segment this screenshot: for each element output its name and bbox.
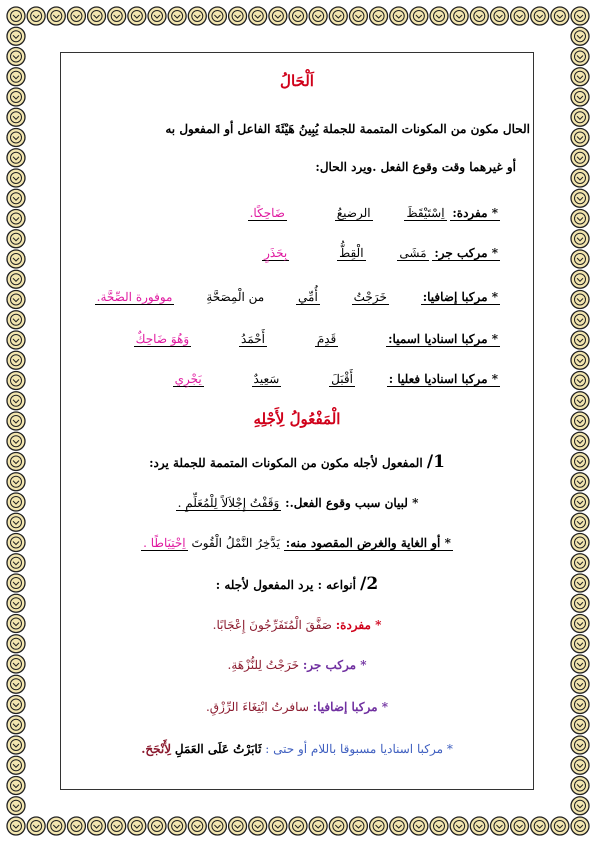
border-ring xyxy=(7,513,25,531)
mafoul-heading-2 xyxy=(64,574,530,594)
border-ring xyxy=(7,696,25,714)
border-ring xyxy=(571,797,589,815)
border-ring xyxy=(571,716,589,734)
border-ring xyxy=(229,7,247,25)
border-ring xyxy=(7,797,25,815)
border-ring xyxy=(7,412,25,430)
mafoul-type-prep xyxy=(64,658,530,672)
border-ring xyxy=(410,817,428,835)
border-ring xyxy=(148,817,166,835)
border-ring xyxy=(7,777,25,795)
item-hal: يَجْرِي xyxy=(174,372,202,386)
border-ring xyxy=(269,7,287,25)
border-ring xyxy=(7,27,25,45)
item-complement: من الْمِصَحَّةِ xyxy=(206,290,265,304)
border-ring xyxy=(571,169,589,187)
type-label: * مركبا إضافيا: xyxy=(312,700,389,714)
item-subject: الْقِطُّ xyxy=(339,246,364,260)
heading-number: 2/ xyxy=(360,574,379,594)
border-ring xyxy=(571,331,589,349)
border-ring xyxy=(571,270,589,288)
border-ring xyxy=(571,372,589,390)
mafoul-type-single xyxy=(64,618,530,632)
item-hal: وَهُوَ ضَاحِكٌ xyxy=(135,332,190,346)
border-ring xyxy=(571,392,589,410)
border-ring xyxy=(27,817,45,835)
border-ring xyxy=(571,817,589,835)
type-example: سافرتُ ابْتِغَاءَ الرِّزْقِ. xyxy=(205,700,309,714)
border-ring xyxy=(571,210,589,228)
border-ring xyxy=(7,210,25,228)
border-ring xyxy=(571,453,589,471)
hal-item-nominal xyxy=(34,332,500,346)
border-ring xyxy=(490,817,508,835)
border-ring xyxy=(128,7,146,25)
hal-title: اَلْحَالُ xyxy=(280,72,314,90)
border-ring xyxy=(571,432,589,450)
border-ring xyxy=(571,250,589,268)
border-ring xyxy=(7,655,25,673)
border-ring xyxy=(571,291,589,309)
border-ring xyxy=(571,473,589,491)
border-ring xyxy=(470,7,488,25)
hal-item-idafa xyxy=(34,290,500,304)
border-ring xyxy=(309,817,327,835)
border-ring xyxy=(188,817,206,835)
border-ring xyxy=(47,817,65,835)
border-ring xyxy=(108,7,126,25)
use-label: * لبيان سبب وقوع الفعل.: xyxy=(285,496,419,510)
border-ring xyxy=(571,655,589,673)
border-ring xyxy=(208,7,226,25)
type-label: * مفردة: xyxy=(335,618,382,632)
border-ring xyxy=(7,736,25,754)
item-label: * مركبا اسناديا اسميا: xyxy=(388,332,498,346)
border-ring xyxy=(7,756,25,774)
border-ring xyxy=(168,7,186,25)
item-subject: أُمِّي xyxy=(298,290,318,304)
border-ring xyxy=(309,7,327,25)
mafoul-type-isnad xyxy=(64,742,530,756)
hal-item-verbal xyxy=(34,372,500,386)
mafoul-type-idafa xyxy=(64,700,530,714)
border-ring xyxy=(571,615,589,633)
item-label: * مركبا إضافيا: xyxy=(422,290,498,304)
item-hal: بِحَذَرٍ xyxy=(264,246,288,260)
border-ring xyxy=(88,817,106,835)
border-ring xyxy=(7,291,25,309)
border-ring xyxy=(571,594,589,612)
border-ring xyxy=(229,817,247,835)
type-label: * مركب جر: xyxy=(302,658,367,672)
type-highlight: لِأَنْجَحَ. xyxy=(141,742,172,756)
border-ring xyxy=(571,7,589,25)
border-ring xyxy=(370,7,388,25)
border-ring xyxy=(349,7,367,25)
border-ring xyxy=(571,68,589,86)
type-example: خَرَجْتُ لِلنُّزْهَةِ. xyxy=(227,658,300,672)
border-ring xyxy=(249,7,267,25)
border-ring xyxy=(571,554,589,572)
mafoul-title: الْمَفْعُولُ لِأَجْلِهِ xyxy=(253,410,341,428)
border-ring xyxy=(390,817,408,835)
border-ring xyxy=(571,756,589,774)
border-ring xyxy=(67,7,85,25)
item-verb: مَشَى xyxy=(399,246,427,260)
border-ring xyxy=(7,392,25,410)
border-ring xyxy=(410,7,428,25)
border-ring xyxy=(511,817,529,835)
border-ring xyxy=(551,817,569,835)
border-ring xyxy=(7,270,25,288)
border-ring xyxy=(7,473,25,491)
border-ring xyxy=(571,696,589,714)
border-ring xyxy=(168,817,186,835)
border-ring xyxy=(128,817,146,835)
border-ring xyxy=(450,7,468,25)
border-ring xyxy=(571,675,589,693)
mafoul-heading-1 xyxy=(64,452,530,472)
border-ring xyxy=(7,635,25,653)
border-ring xyxy=(571,108,589,126)
border-ring xyxy=(571,48,589,66)
border-ring xyxy=(349,817,367,835)
border-ring xyxy=(47,7,65,25)
border-ring xyxy=(571,574,589,592)
border-ring xyxy=(7,675,25,693)
border-ring xyxy=(7,129,25,147)
border-ring xyxy=(571,736,589,754)
type-example: صَفَّقَ الْمُتَفَرِّجُونَ إِعْجَابًا. xyxy=(212,618,332,632)
border-ring xyxy=(7,493,25,511)
border-ring xyxy=(571,129,589,147)
item-label: * مركبا اسناديا فعليا : xyxy=(388,372,498,386)
use-highlight: اِحْتِيَاطًا . xyxy=(143,536,186,550)
type-label: * مركبا اسناديا مسبوقا باللام أو حتى : xyxy=(265,742,453,756)
item-hal: ضَاحِكًا. xyxy=(249,206,285,220)
border-ring xyxy=(7,534,25,552)
border-ring xyxy=(7,108,25,126)
border-ring xyxy=(7,716,25,734)
border-ring xyxy=(7,68,25,86)
border-ring xyxy=(571,534,589,552)
border-ring xyxy=(188,7,206,25)
border-ring xyxy=(390,7,408,25)
item-label: * مركب جر: xyxy=(434,246,498,260)
border-ring xyxy=(571,493,589,511)
border-ring xyxy=(531,7,549,25)
item-label: * مفردة: xyxy=(452,206,498,220)
border-ring xyxy=(67,817,85,835)
border-ring xyxy=(7,88,25,106)
border-ring xyxy=(571,149,589,167)
border-ring xyxy=(329,7,347,25)
border-ring xyxy=(7,432,25,450)
border-ring xyxy=(571,777,589,795)
border-ring xyxy=(88,7,106,25)
border-ring xyxy=(430,817,448,835)
border-ring xyxy=(7,594,25,612)
border-ring xyxy=(208,817,226,835)
border-ring xyxy=(329,817,347,835)
border-ring xyxy=(7,48,25,66)
hal-item-single xyxy=(34,206,500,220)
item-verb: اِسْتَيْقَظَ xyxy=(406,206,445,220)
border-ring xyxy=(7,554,25,572)
item-verb: خَرَجْتُ xyxy=(353,290,387,304)
border-ring xyxy=(27,7,45,25)
border-ring xyxy=(370,817,388,835)
hal-definition-line1: الحال مكون من المكونات المتممة للجملة يُبِينُ هَيْئَةَ الفاعل أو المفعول به xyxy=(165,122,530,136)
border-ring xyxy=(7,372,25,390)
border-ring xyxy=(571,351,589,369)
border-ring xyxy=(7,169,25,187)
border-ring xyxy=(551,7,569,25)
border-ring xyxy=(7,7,25,25)
use-example: يَدَّخِرُ النَّمْلُ الْقُوتَ xyxy=(191,536,280,550)
border-ring xyxy=(7,311,25,329)
item-hal: موفورة الصِّحَّة. xyxy=(96,290,173,304)
border-ring xyxy=(450,817,468,835)
item-verb: قَدِمَ xyxy=(316,332,337,346)
border-ring xyxy=(7,149,25,167)
border-ring xyxy=(249,817,267,835)
heading-number: 1/ xyxy=(426,452,445,472)
border-ring xyxy=(490,7,508,25)
border-ring xyxy=(7,615,25,633)
item-verb: أَقْبَلَ xyxy=(331,372,353,386)
use-example: وَقَفْتُ إِجْلاَلاً لِلْمُعَلِّمِ . xyxy=(177,496,280,510)
border-ring xyxy=(571,412,589,430)
mafoul-use-cause xyxy=(64,496,530,510)
border-ring xyxy=(7,453,25,471)
border-ring xyxy=(7,250,25,268)
hal-definition-line2: أو غيرهما وقت وقوع الفعل .ويرد الحال: xyxy=(315,160,516,174)
border-ring xyxy=(571,311,589,329)
border-ring xyxy=(269,817,287,835)
hal-item-prep xyxy=(34,246,500,260)
item-subject: سَعِيدٌ xyxy=(253,372,280,386)
border-ring xyxy=(7,817,25,835)
border-ring xyxy=(571,230,589,248)
border-ring xyxy=(7,331,25,349)
border-ring xyxy=(7,189,25,207)
border-ring xyxy=(7,574,25,592)
border-ring xyxy=(108,817,126,835)
border-ring xyxy=(148,7,166,25)
border-ring xyxy=(531,817,549,835)
item-subject: الرضيعُ xyxy=(336,206,371,220)
border-ring xyxy=(571,635,589,653)
item-subject: أَحْمَدُ xyxy=(240,332,265,346)
heading-text: المفعول لأجله مكون من المكونات المتممة للجملة يرد: xyxy=(149,456,423,470)
border-ring xyxy=(470,817,488,835)
heading-text: أنواعه : يرد المفعول لأجله : xyxy=(215,578,356,592)
border-ring xyxy=(430,7,448,25)
type-example: ثَابَرْتُ عَلَى العَمَلِ xyxy=(174,742,262,756)
border-ring xyxy=(7,351,25,369)
border-ring xyxy=(571,27,589,45)
border-ring xyxy=(289,817,307,835)
mafoul-use-purpose xyxy=(64,536,530,550)
use-label: * أو الغاية والغرض المقصود منه: xyxy=(285,536,451,550)
border-ring xyxy=(7,230,25,248)
border-ring xyxy=(571,189,589,207)
border-ring xyxy=(571,88,589,106)
border-ring xyxy=(511,7,529,25)
border-ring xyxy=(289,7,307,25)
border-ring xyxy=(571,513,589,531)
